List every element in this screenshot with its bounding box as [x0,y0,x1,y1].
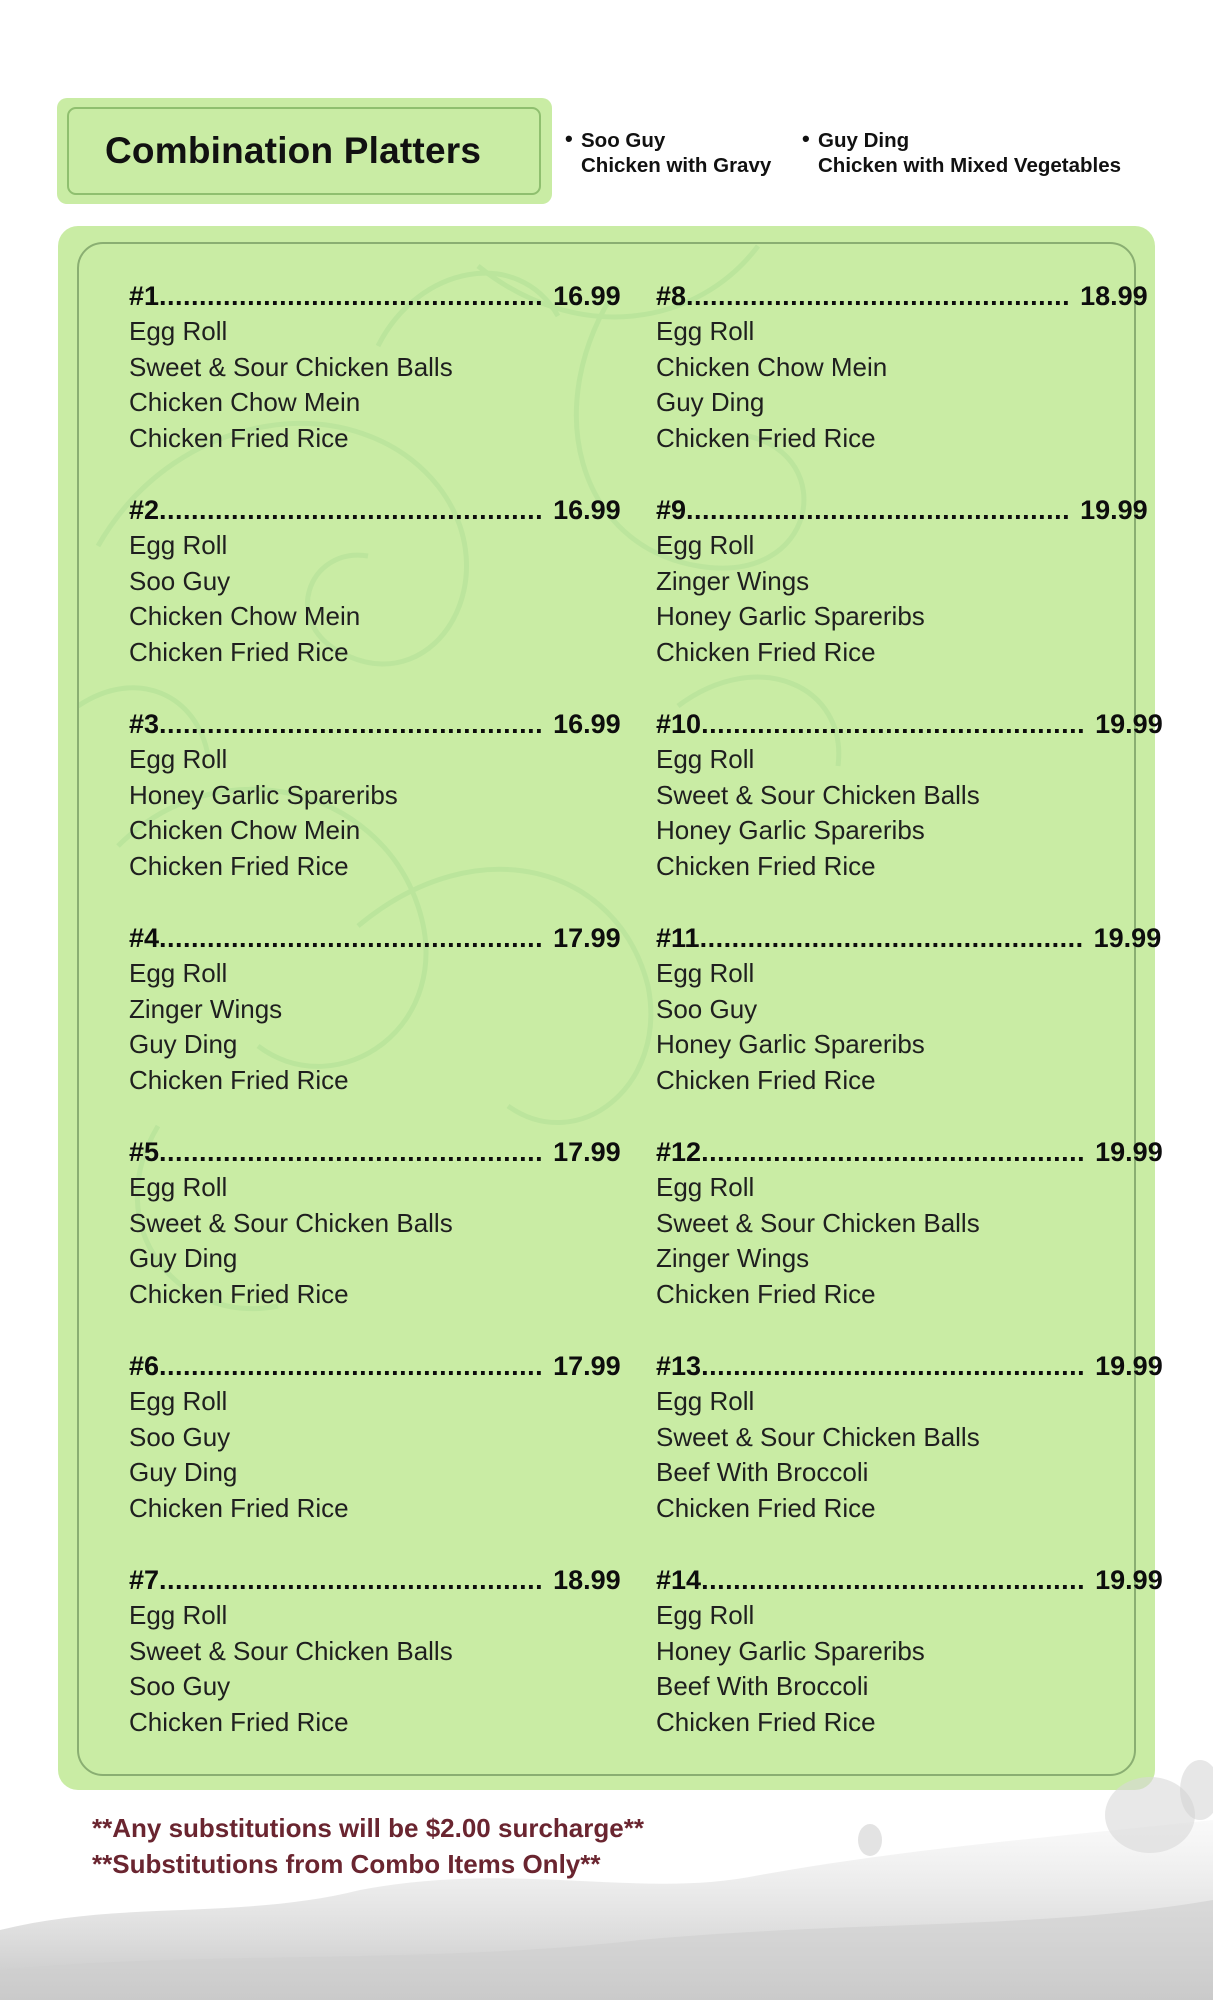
combo-number: #3 [129,709,160,739]
combo-header [129,706,621,742]
combo-column-left [129,278,621,1776]
combo-item [129,1134,621,1348]
combo-dish: Chicken Chow Mein [129,815,361,846]
combo-dish: Zinger Wings [129,993,283,1024]
combo-dish: Honey Garlic Spareribs [656,1029,925,1060]
combo-dish: Soo Guy [656,993,758,1024]
bullet-icon: • [802,126,810,151]
combo-number: #5 [129,1137,160,1167]
glossary-term: Guy Ding [818,129,910,152]
glossary-definition: Chicken with Gravy [581,154,772,177]
combo-number: #10 [656,709,702,739]
combo-price: 19.99 [1095,1351,1163,1381]
combo-number: #8 [656,281,687,311]
combo-dish: Zinger Wings [656,565,810,596]
combo-dish: Egg Roll [656,316,755,346]
combo-dish: Sweet & Sour Chicken Balls [129,1207,453,1238]
substitution-surcharge-note: **Any substitutions will be $2.00 surcharge** [92,1813,644,1843]
combo-item [656,920,1162,1134]
combo-price: 18.99 [553,1565,621,1595]
dot-leader: ................................................ [159,495,544,525]
combo-dish: Egg Roll [129,1600,228,1630]
combo-header [656,1348,1163,1384]
combo-dish: Sweet & Sour Chicken Balls [656,779,980,810]
combo-dish: Chicken Fried Rice [656,1279,876,1310]
combo-dish: Honey Garlic Spareribs [129,779,398,810]
combo-column-right [656,278,1163,1776]
combo-number: #6 [129,1351,160,1381]
glossary-definition: Chicken with Mixed Vegetables [818,154,1122,177]
bullet-icon: • [565,126,573,151]
dot-leader: ................................................ [701,709,1086,739]
dot-leader: ................................................ [701,1565,1086,1595]
combo-price: 19.99 [1095,709,1163,739]
dot-leader: ................................................ [159,923,544,953]
dot-leader: ................................................ [159,1351,544,1381]
dot-leader: ................................................ [686,281,1071,311]
combo-header [129,1562,621,1598]
glossary-term: Soo Guy [581,129,666,152]
combo-dish: Egg Roll [656,958,755,988]
combo-dish: Chicken Fried Rice [129,637,349,668]
combo-price: 16.99 [553,709,621,739]
combo-header [129,1348,621,1384]
combo-header [129,920,621,956]
combo-price: 19.99 [1095,1137,1163,1167]
combo-dish: Egg Roll [129,1172,228,1202]
glossary-note-soo-guy [565,126,772,178]
combo-dish: Sweet & Sour Chicken Balls [656,1421,980,1452]
combo-header [656,1134,1163,1170]
combo-dish: Egg Roll [129,1386,228,1416]
combo-item [656,278,1148,492]
combo-price: 19.99 [1093,923,1162,953]
combo-dish: Chicken Fried Rice [656,851,876,882]
combo-dish: Guy Ding [656,387,765,418]
combo-dish: Chicken Fried Rice [129,1279,349,1310]
combo-dish: Chicken Fried Rice [656,1065,876,1096]
combo-price: 18.99 [1080,281,1148,311]
combo-number: #4 [129,923,160,953]
dot-leader: ................................................ [159,709,544,739]
combo-price: 19.99 [1095,1565,1163,1595]
substitution-restriction-note: **Substitutions from Combo Items Only** [92,1849,601,1879]
combo-dish: Egg Roll [656,530,755,560]
combo-dish: Chicken Chow Mein [656,351,888,382]
combo-dish: Chicken Chow Mein [129,601,361,632]
combo-header [656,492,1148,528]
title-frame [67,107,541,195]
combo-item [656,1562,1163,1776]
combo-item [129,706,621,920]
combo-dish: Honey Garlic Spareribs [656,601,925,632]
combo-dish: Egg Roll [656,1386,755,1416]
combo-item [656,1134,1163,1348]
combo-dish: Sweet & Sour Chicken Balls [129,1635,453,1666]
combo-dish: Sweet & Sour Chicken Balls [656,1207,980,1238]
combo-header [656,278,1148,314]
dot-leader: ................................................ [701,1137,1086,1167]
combo-dish: Sweet & Sour Chicken Balls [129,351,453,382]
combo-number: #13 [656,1351,702,1381]
combo-item [129,1562,621,1776]
combo-dish: Honey Garlic Spareribs [656,815,925,846]
combo-number: #12 [656,1137,702,1167]
combo-dish: Chicken Fried Rice [656,423,876,454]
combo-dish: Soo Guy [129,1671,231,1702]
combo-item [129,278,621,492]
combo-number: #2 [129,495,160,525]
dot-leader: ................................................ [159,1137,544,1167]
combo-dish: Guy Ding [129,1457,238,1488]
combo-item [129,492,621,706]
combo-dish: Egg Roll [129,744,228,774]
combo-item [129,920,621,1134]
combo-price: 17.99 [553,1137,621,1167]
combo-dish: Soo Guy [129,1421,231,1452]
combo-dish: Soo Guy [129,565,231,596]
combo-item [129,1348,621,1562]
combo-number: #7 [129,1565,160,1595]
dot-leader: ................................................ [159,1565,544,1595]
combo-header [656,920,1162,956]
combo-dish: Egg Roll [129,958,228,988]
combo-dish: Guy Ding [129,1029,238,1060]
combo-number: #11 [656,923,700,953]
dot-leader: ................................................ [699,923,1084,953]
combo-dish: Zinger Wings [656,1243,810,1274]
combo-header [129,492,621,528]
combo-item [656,492,1148,706]
combo-dish: Beef With Broccoli [656,1671,869,1702]
combo-dish: Honey Garlic Spareribs [656,1635,925,1666]
combo-dish: Egg Roll [129,316,228,346]
combo-dish: Chicken Fried Rice [656,1493,876,1524]
combo-number: #14 [656,1565,702,1595]
combo-dish: Chicken Fried Rice [129,423,349,454]
combo-dish: Chicken Chow Mein [129,387,361,418]
combo-price: 17.99 [553,923,621,953]
glossary-note-guy-ding [802,126,1122,178]
dot-leader: ................................................ [159,281,544,311]
combo-header [656,706,1163,742]
combo-price: 19.99 [1080,495,1148,525]
combo-dish: Guy Ding [129,1243,238,1274]
combo-dish: Egg Roll [129,530,228,560]
combo-dish: Chicken Fried Rice [129,1065,349,1096]
combo-dish: Chicken Fried Rice [656,637,876,668]
page-title: Combination Platters [105,130,482,171]
combo-dish: Egg Roll [656,744,755,774]
decorative-ink-brush [0,1780,1213,2000]
dot-leader: ................................................ [686,495,1071,525]
combo-item [656,706,1163,920]
combo-dish: Chicken Fried Rice [129,1493,349,1524]
combo-item [656,1348,1163,1562]
combo-number: #9 [656,495,687,525]
combo-price: 16.99 [553,495,621,525]
combo-dish: Chicken Fried Rice [129,851,349,882]
combo-header [129,1134,621,1170]
combo-dish: Egg Roll [656,1172,755,1202]
combo-dish: Chicken Fried Rice [656,1707,876,1738]
combo-price: 16.99 [553,281,621,311]
combo-dish: Beef With Broccoli [656,1457,869,1488]
combo-header [656,1562,1163,1598]
combo-header [129,278,621,314]
dot-leader: ................................................ [701,1351,1086,1381]
combo-number: #1 [129,281,160,311]
combo-price: 17.99 [553,1351,621,1381]
combo-dish: Chicken Fried Rice [129,1707,349,1738]
combo-dish: Egg Roll [656,1600,755,1630]
